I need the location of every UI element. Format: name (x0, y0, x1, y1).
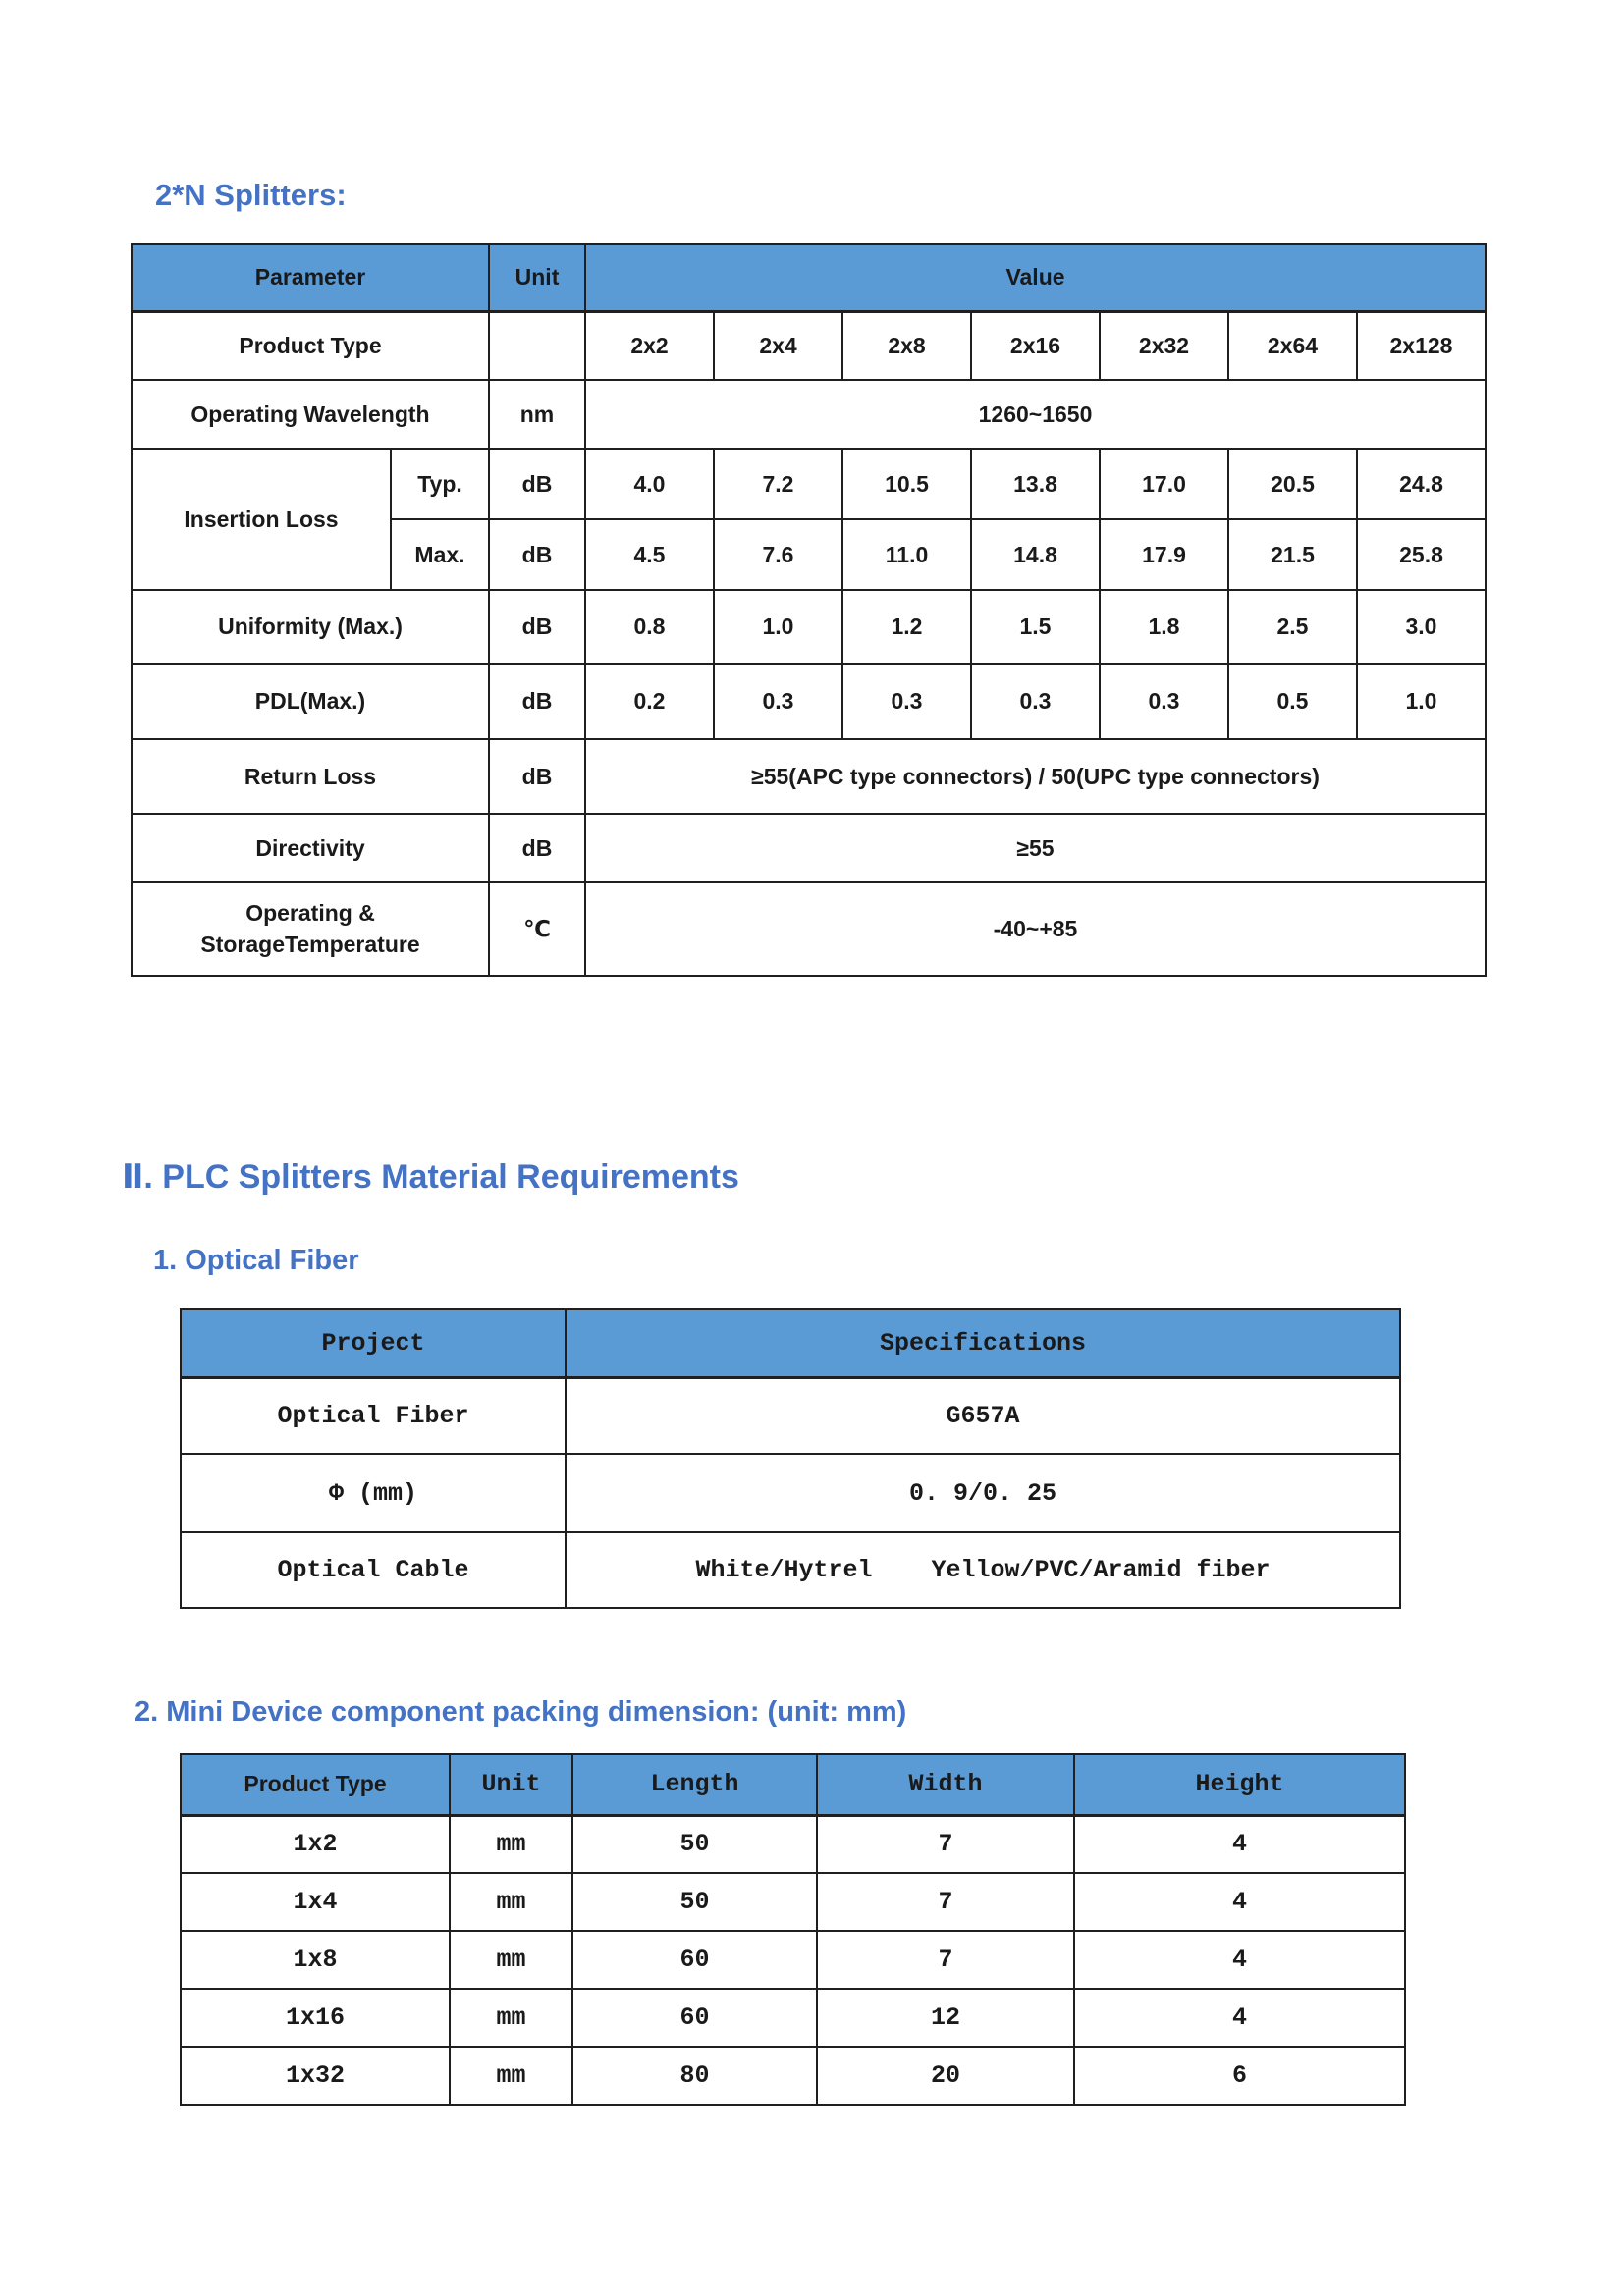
table-cell: 50 (572, 1815, 817, 1873)
table-cell: 1x32 (181, 2047, 450, 2105)
table-cell: 80 (572, 2047, 817, 2105)
table-cell: 60 (572, 1989, 817, 2047)
table-cell: mm (450, 1989, 572, 2047)
table-row-1x8 (181, 1931, 1405, 1989)
table-cell: 60 (572, 1931, 817, 1989)
table-cell: 24.8 (1357, 449, 1486, 519)
t2-optical-cable-label: Optical Cable (181, 1532, 566, 1608)
table-row-1x16 (181, 1989, 1405, 2047)
table-cell: 1.0 (1357, 664, 1486, 739)
splitters-spec-table (131, 243, 1487, 977)
t1-wavelength-value: 1260~1650 (585, 380, 1486, 449)
t2-optical-fiber-spec: G657A (566, 1377, 1400, 1454)
table-cell: 20.5 (1228, 449, 1357, 519)
table-row-1x32 (181, 2047, 1405, 2105)
subsection-title-optical-fiber: 1. Optical Fiber (153, 1245, 359, 1276)
t3-header-product-type: Product Type (181, 1754, 450, 1815)
t1-temperature-unit: ℃ (489, 882, 585, 976)
t1-temperature-label-line1: Operating & (245, 900, 375, 927)
t2-diameter-spec: 0. 9/0. 25 (566, 1454, 1400, 1532)
table-cell: 0.5 (1228, 664, 1357, 739)
table-cell: mm (450, 1815, 572, 1873)
t2-optical-cable-spec: White/Hytrel Yellow/PVC/Aramid fiber (566, 1532, 1400, 1608)
table-cell: 17.9 (1100, 519, 1228, 590)
t1-pdl-label: PDL(Max.) (132, 664, 489, 739)
table-cell: 1.8 (1100, 590, 1228, 664)
table-cell: 2x32 (1100, 311, 1228, 380)
t2-header-project: Project (181, 1309, 566, 1377)
t1-uniformity-label: Uniformity (Max.) (132, 590, 489, 664)
t1-return-loss-label: Return Loss (132, 739, 489, 814)
table-row-temperature (132, 882, 1486, 976)
table-cell: 7.6 (714, 519, 842, 590)
table-cell: 0.8 (585, 590, 714, 664)
t1-directivity-unit: dB (489, 814, 585, 882)
t1-return-loss-unit: dB (489, 739, 585, 814)
t1-header-parameter: Parameter (132, 244, 489, 311)
table-cell: 20 (817, 2047, 1074, 2105)
section-title-material-requirements: Ⅱ. PLC Splitters Material Requirements (122, 1158, 739, 1196)
table-cell: 4 (1074, 1989, 1405, 2047)
table-cell: mm (450, 1931, 572, 1989)
table-cell: 7.2 (714, 449, 842, 519)
table-cell: 2x2 (585, 311, 714, 380)
table-cell: 1.0 (714, 590, 842, 664)
table-cell: 2x128 (1357, 311, 1486, 380)
optical-fiber-table (180, 1308, 1401, 1609)
t3-header-height: Height (1074, 1754, 1405, 1815)
table-row-return-loss (132, 739, 1486, 814)
t1-wavelength-label: Operating Wavelength (132, 380, 489, 449)
table-row-optical-fiber (181, 1377, 1400, 1454)
table-cell: 0.3 (971, 664, 1100, 739)
table-cell: 21.5 (1228, 519, 1357, 590)
subsection-title-packing-dimension: 2. Mini Device component packing dimension: (unit: mm) (135, 1696, 907, 1728)
t1-wavelength-unit: nm (489, 380, 585, 449)
t1-insertion-typ-label: Typ. (391, 449, 489, 519)
t1-uniformity-unit: dB (489, 590, 585, 664)
t1-pdl-unit: dB (489, 664, 585, 739)
t2-optical-fiber-label: Optical Fiber (181, 1377, 566, 1454)
table-row-pdl (132, 664, 1486, 739)
t1-product-type-unit (489, 311, 585, 380)
table-cell: 0.3 (714, 664, 842, 739)
t1-insertion-max-label: Max. (391, 519, 489, 590)
table-row-1x4 (181, 1873, 1405, 1931)
table-cell: 13.8 (971, 449, 1100, 519)
table-row-1x2 (181, 1815, 1405, 1873)
table-cell: 0.2 (585, 664, 714, 739)
table-cell: 4 (1074, 1931, 1405, 1989)
table-cell: 1x4 (181, 1873, 450, 1931)
table-cell: 7 (817, 1931, 1074, 1989)
table-row-wavelength (132, 380, 1486, 449)
table-cell: 3.0 (1357, 590, 1486, 664)
table-cell: 1x8 (181, 1931, 450, 1989)
table-cell: 7 (817, 1873, 1074, 1931)
t1-insertion-loss-label: Insertion Loss (132, 449, 391, 590)
table-cell: 0.3 (1100, 664, 1228, 739)
table-cell: mm (450, 1873, 572, 1931)
table-cell: 2x8 (842, 311, 971, 380)
table-cell: 2x4 (714, 311, 842, 380)
table-cell: 25.8 (1357, 519, 1486, 590)
table-row-directivity (132, 814, 1486, 882)
t2-header-specifications: Specifications (566, 1309, 1400, 1377)
table-cell: 12 (817, 1989, 1074, 2047)
table-cell: mm (450, 2047, 572, 2105)
table-cell: 1.5 (971, 590, 1100, 664)
table-cell: 4.0 (585, 449, 714, 519)
packing-dimension-table (180, 1753, 1406, 2106)
t1-insertion-typ-unit: dB (489, 449, 585, 519)
table-row (181, 1754, 1405, 1815)
t1-return-loss-value: ≥55(APC type connectors) / 50(UPC type connectors) (585, 739, 1486, 814)
table-cell: 4 (1074, 1873, 1405, 1931)
table-cell: 2.5 (1228, 590, 1357, 664)
table-cell: 50 (572, 1873, 817, 1931)
t1-header-unit: Unit (489, 244, 585, 311)
table-cell: 7 (817, 1815, 1074, 1873)
table-cell: 0.3 (842, 664, 971, 739)
t3-header-length: Length (572, 1754, 817, 1815)
t3-header-width: Width (817, 1754, 1074, 1815)
table-cell: 2x64 (1228, 311, 1357, 380)
table-row-insertion-typ (132, 449, 1486, 519)
table-row-product-type (132, 311, 1486, 380)
t2-diameter-label: Φ (mm) (181, 1454, 566, 1532)
table-cell: 11.0 (842, 519, 971, 590)
t1-insertion-max-unit: dB (489, 519, 585, 590)
table-cell: 17.0 (1100, 449, 1228, 519)
table-cell: 2x16 (971, 311, 1100, 380)
table-cell: 4.5 (585, 519, 714, 590)
t1-directivity-label: Directivity (132, 814, 489, 882)
t1-header-value: Value (585, 244, 1486, 311)
table-row-diameter (181, 1454, 1400, 1532)
table-row (132, 244, 1486, 311)
table-cell: 1x2 (181, 1815, 450, 1873)
table-cell: 1.2 (842, 590, 971, 664)
t1-directivity-value: ≥55 (585, 814, 1486, 882)
t1-temperature-label-line2: StorageTemperature (200, 931, 420, 957)
table-cell: 14.8 (971, 519, 1100, 590)
table-cell: 4 (1074, 1815, 1405, 1873)
t3-header-unit: Unit (450, 1754, 572, 1815)
table-cell: 6 (1074, 2047, 1405, 2105)
section-title-2n-splitters: 2*N Splitters: (155, 178, 347, 212)
table-row-optical-cable (181, 1532, 1400, 1608)
t1-temperature-label (132, 882, 489, 976)
t1-product-type-label: Product Type (132, 311, 489, 380)
table-cell: 1x16 (181, 1989, 450, 2047)
t1-temperature-value: -40~+85 (585, 882, 1486, 976)
table-row-uniformity (132, 590, 1486, 664)
table-cell: 10.5 (842, 449, 971, 519)
table-row (181, 1309, 1400, 1377)
